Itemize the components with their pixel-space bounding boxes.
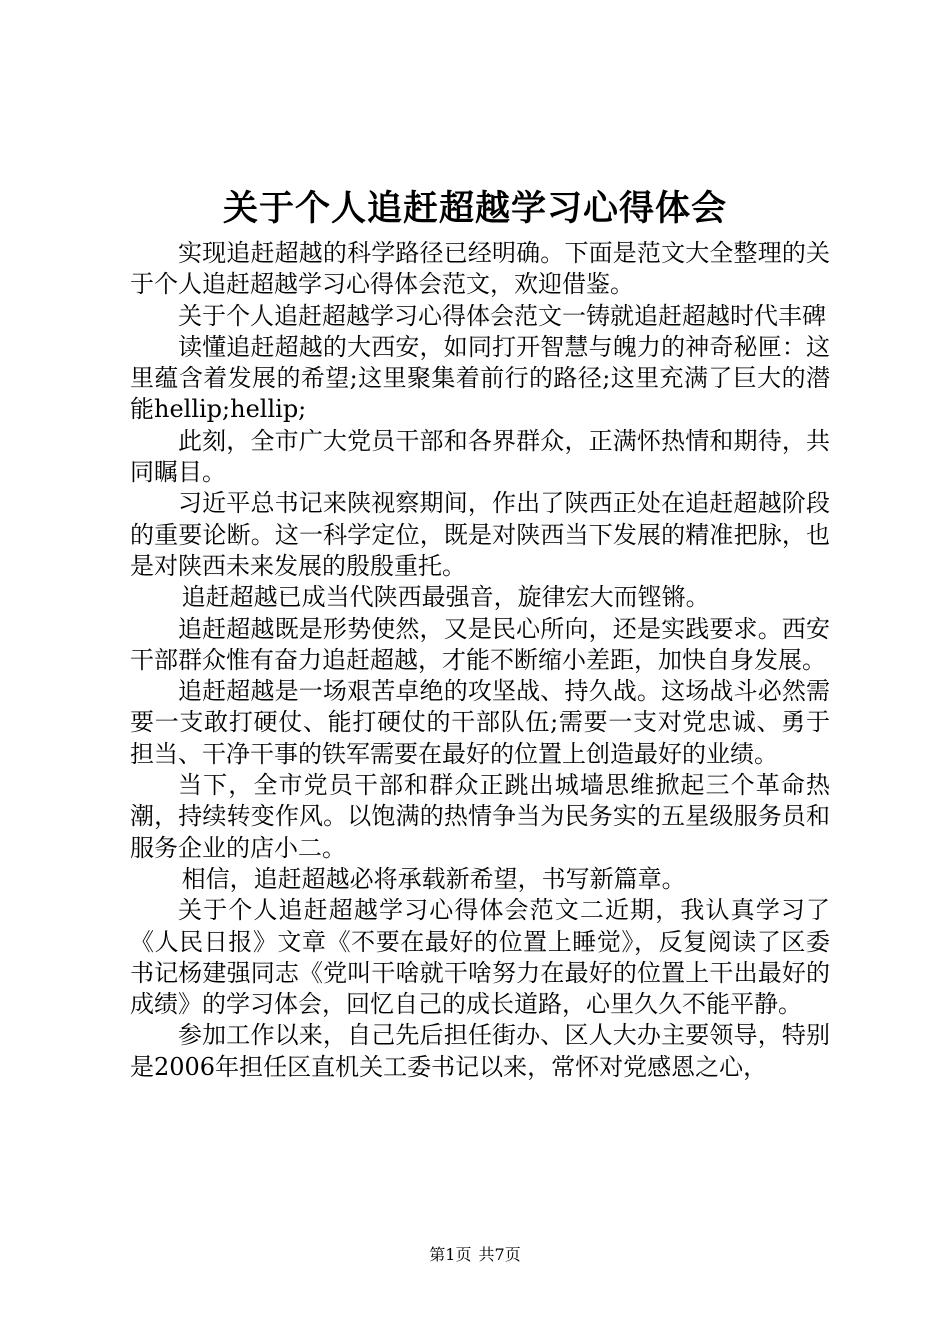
paragraph-2: 关于个人追赶超越学习心得体会范文一铸就追赶超越时代丰碑 <box>178 301 826 330</box>
document-title: 关于个人追赶超越学习心得体会 <box>222 189 727 229</box>
paragraph-3: 读懂追赶超越的大西安，如同打开智慧与魄力的神奇秘匣：这里蕴含着发展的希望;这里聚集着前行的路径;这里充满了巨大的潜能hellip;hellip; <box>130 332 830 424</box>
paragraph-9: 当下，全市党员干部和群众正跳出城墙思维掀起三个革命热潮，持续转变作风。以饱满的热情争当为民务实的五星级服务员和服务企业的店小二。 <box>130 771 830 862</box>
page-footer <box>0 1244 950 1266</box>
page-total: 共7页 <box>478 1245 521 1264</box>
paragraph-12: 参加工作以来，自己先后担任街办、区人大办主要领导，特别是2006年担任区直机关工委书记以来，常怀对党感恩之心， <box>130 1021 830 1081</box>
paragraph-7: 追赶超越既是形势使然，又是民心所向，还是实践要求。西安干部群众惟有奋力追赶超越，才能不断缩小差距，加快自身发展。 <box>130 614 830 674</box>
paragraph-10: 相信，追赶超越必将承载新希望，书写新篇章。 <box>181 864 686 893</box>
paragraph-4: 此刻，全市广大党员干部和各界群众，正满怀热情和期待，共同瞩目。 <box>130 426 830 487</box>
document-body <box>130 238 830 1083</box>
page-number: 第1页 <box>429 1245 472 1264</box>
paragraph-6: 追赶超越已成当代陕西最强音，旋律宏大而铿锵。 <box>181 583 710 612</box>
paragraph-8: 追赶超越是一场艰苦卓绝的攻坚战、持久战。这场战斗必然需要一支敢打硬仗、能打硬仗的干部队伍;需要一支对党忠诚、勇于担当、干净干事的铁军需要在最好的位置上创造最好的业绩。 <box>130 677 830 768</box>
paragraph-5: 习近平总书记来陕视察期间，作出了陕西正处在追赶超越阶段的重要论断。这一科学定位，既是对陕西当下发展的精准把脉，也是对陕西未来发展的殷殷重托。 <box>130 489 830 580</box>
paragraph-11: 关于个人追赶超越学习心得体会范文二近期，我认真学习了《人民日报》文章《不要在最好的位置上睡觉》，反复阅读了区委书记杨建强同志《党叫干啥就干啥努力在最好的位置上干出最好的成绩》的学习体会，回忆自己的成长道路，心里久久不能平静。 <box>130 896 830 1019</box>
paragraph-1: 实现追赶超越的科学路径已经明确。下面是范文大全整理的关于个人追赶超越学习心得体会范文，欢迎借鉴。 <box>130 239 830 299</box>
